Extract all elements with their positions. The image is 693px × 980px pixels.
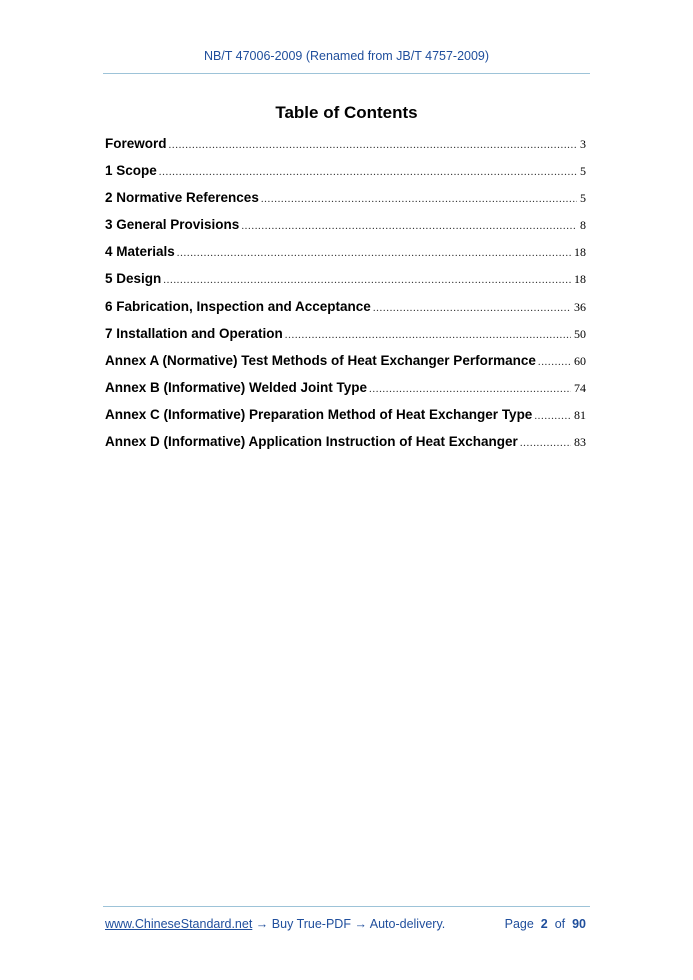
toc-entry[interactable] <box>105 326 586 353</box>
toc-entry[interactable] <box>105 217 586 244</box>
toc-entry[interactable] <box>105 163 586 190</box>
toc-entry-page: 8 <box>580 218 586 233</box>
toc-entry-page: 36 <box>574 299 586 314</box>
toc-entry[interactable] <box>105 190 586 217</box>
toc-entry-page: 83 <box>574 435 586 450</box>
toc-leader-dots <box>369 383 571 395</box>
toc-leader-dots <box>520 437 571 449</box>
toc-entry-page: 81 <box>574 407 586 422</box>
toc-leader-dots <box>261 193 577 205</box>
page-of: of <box>554 917 566 931</box>
toc-entry-label: Annex B (Informative) Welded Joint Type <box>105 379 368 395</box>
toc-entry-label: 5 Design <box>105 271 162 287</box>
toc-entry-page: 60 <box>574 353 586 368</box>
toc-entry-page: 5 <box>580 191 586 206</box>
toc-entry-label: Annex C (Informative) Preparation Method of Heat Exchanger Type <box>105 406 533 422</box>
toc-entry-label: 2 Normative References <box>105 190 259 206</box>
buy-pdf-text: Buy True-PDF <box>271 917 351 931</box>
toc-entry[interactable] <box>105 353 586 380</box>
toc-leader-dots <box>534 410 571 422</box>
toc-title: Table of Contents <box>275 103 418 122</box>
toc-entry[interactable] <box>105 244 586 271</box>
current-page: 2 <box>540 917 548 931</box>
toc-leader-dots <box>373 302 571 314</box>
toc-leader-dots <box>241 220 577 232</box>
toc-entry-label: 3 General Provisions <box>105 217 240 233</box>
toc-entry-label: Annex A (Normative) Test Methods of Heat Exchanger Performance <box>105 352 536 368</box>
toc-entry[interactable] <box>105 136 586 163</box>
toc-leader-dots <box>177 247 571 259</box>
toc-leader-dots <box>285 329 571 341</box>
toc-leader-dots <box>163 274 571 286</box>
toc-entry-label: 7 Installation and Operation <box>105 325 283 341</box>
toc-entry[interactable] <box>105 380 586 407</box>
page-footer <box>105 917 586 931</box>
toc-entry[interactable] <box>105 407 586 434</box>
footer-divider <box>103 906 590 907</box>
arrow-icon: → <box>354 917 367 931</box>
toc-leader-dots <box>538 356 571 368</box>
toc-entry-label: Annex D (Informative) Application Instruction of Heat Exchanger <box>105 434 518 450</box>
toc-entry-label: Foreword <box>105 136 167 151</box>
toc-entry-page: 3 <box>580 137 586 151</box>
toc-entry[interactable] <box>105 299 586 326</box>
toc-entry-label: 1 Scope <box>105 163 157 179</box>
header-divider <box>103 73 590 74</box>
toc-entry[interactable] <box>105 271 586 298</box>
running-header: NB/T 47006-2009 (Renamed from JB/T 4757-2009) <box>203 49 490 63</box>
toc-entry-page: 18 <box>574 245 586 260</box>
website-link[interactable]: www.ChineseStandard.net <box>105 917 253 931</box>
page-word: Page <box>504 917 534 931</box>
toc-leader-dots <box>159 166 577 178</box>
toc-entry-page: 18 <box>574 272 586 287</box>
toc-entry-label: 6 Fabrication, Inspection and Acceptance <box>105 298 371 314</box>
toc-leader-dots <box>169 139 577 151</box>
toc-list <box>105 136 586 461</box>
toc-entry-page: 50 <box>574 326 586 341</box>
auto-delivery-text: Auto-delivery. <box>369 917 446 931</box>
arrow-icon: → <box>255 917 269 931</box>
footer-promo <box>105 917 445 931</box>
toc-entry-page: 5 <box>580 164 586 179</box>
toc-entry-label: 4 Materials <box>105 244 175 260</box>
toc-entry[interactable] <box>105 434 586 461</box>
total-pages: 90 <box>572 917 586 931</box>
page-number <box>505 917 586 931</box>
toc-entry-page: 74 <box>574 380 586 395</box>
